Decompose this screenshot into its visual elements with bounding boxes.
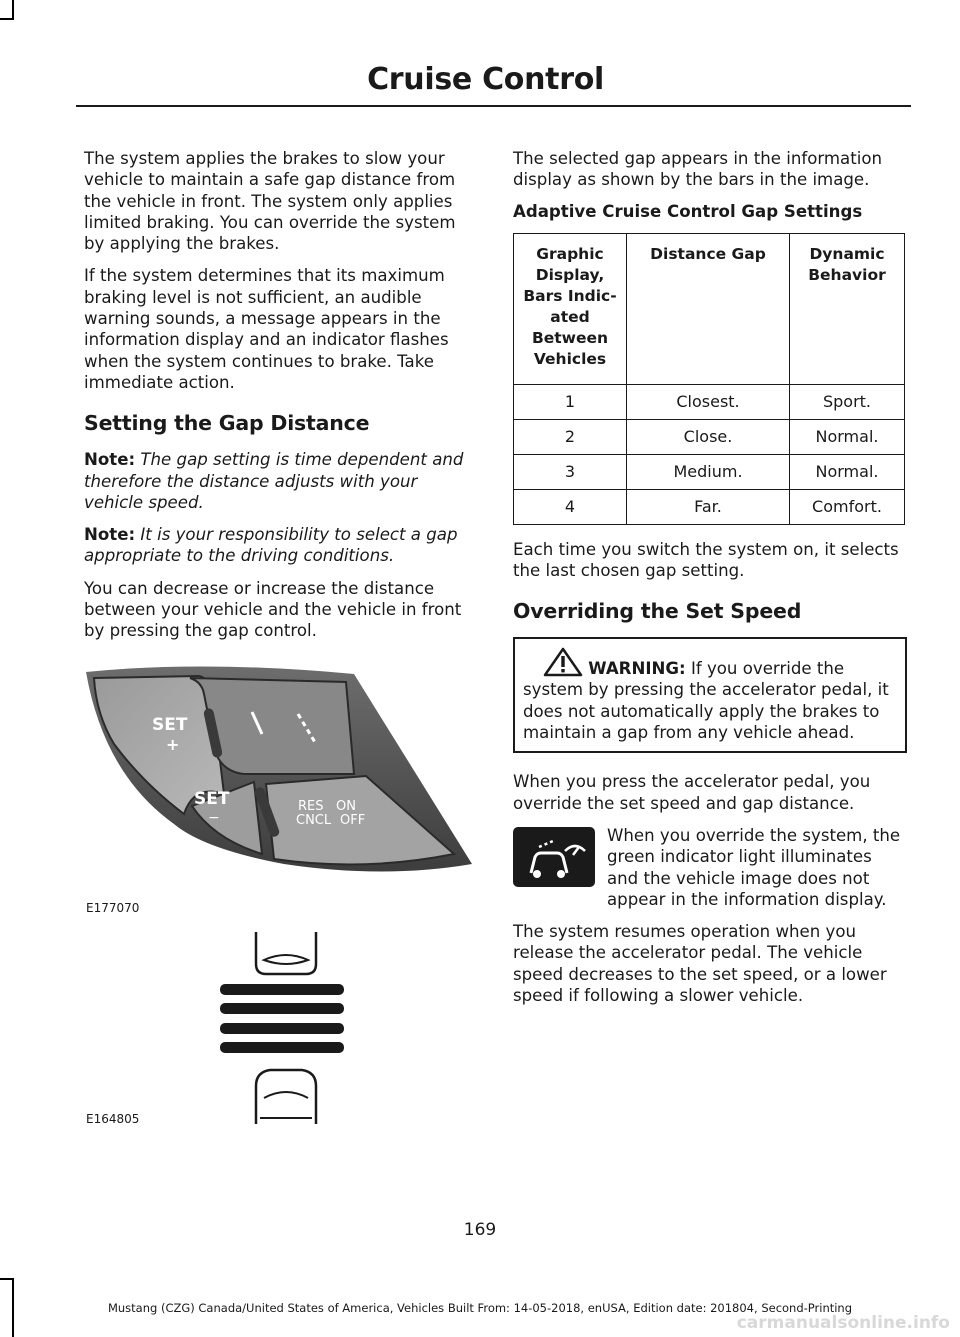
table-cell: Far. (627, 489, 790, 524)
table-title: Adaptive Cruise Control Gap Settings (513, 201, 863, 221)
cruise-override-indicator-icon (513, 827, 595, 887)
table-cell: 3 (514, 454, 627, 489)
warning-paragraph (523, 647, 897, 743)
table-cell: 1 (514, 384, 627, 419)
column-header: Distance Gap (627, 233, 790, 384)
table-cell: Sport. (790, 384, 905, 419)
table-cell: Close. (627, 419, 790, 454)
table-cell: Medium. (627, 454, 790, 489)
figure-id: E164805 (86, 1112, 140, 1126)
warning-text: If you override the system by pressing the accelerator pedal, it does not automatically apply the brakes to maintain a gap from any vehicle ahead. (523, 659, 889, 743)
switch-label-set-plus: SET (152, 715, 188, 735)
switch-label-set-minus: SET (194, 789, 230, 809)
table-row (514, 489, 905, 524)
gap-bars-illustration (218, 928, 348, 1124)
switch-label-on: ON (336, 799, 356, 814)
paragraph: Each time you switch the system on, it selects the last chosen gap setting. (513, 539, 899, 580)
edition-info: Mustang (CZG) Canada/United States of America, Vehicles Built From: 14-05-2018, enUSA, Edition date: 201804, Second-Printing (107, 1301, 853, 1315)
table-cell: Comfort. (790, 489, 905, 524)
warning-label: WARNING: (588, 659, 686, 679)
gap-settings-table (513, 233, 905, 525)
paragraph: When you override the system, the green indicator light illuminates and the vehicle image does not appear in the information display. (607, 825, 901, 909)
paragraph: You can decrease or increase the distance between your vehicle and the vehicle in front by pressing the gap control. (84, 578, 462, 641)
switch-label-off: OFF (340, 813, 366, 828)
switch-label-minus: − (208, 810, 220, 826)
page-title: Cruise Control (367, 62, 604, 97)
switch-label-cncl: CNCL (296, 813, 332, 828)
paragraph: The selected gap appears in the information display as shown by the bars in the image. (513, 149, 883, 190)
gap-bar (220, 1023, 344, 1034)
note-text: It is your responsibility to select a gap appropriate to the driving conditions. (84, 525, 458, 566)
watermark: carmanualsonline.info (736, 1313, 950, 1333)
paragraph: The system applies the brakes to slow your vehicle to maintain a safe gap distance from the vehicle in front. The system only applies limited braking. You can override the system by applying the brakes. (84, 149, 456, 254)
table-row (514, 454, 905, 489)
right-column (513, 148, 907, 1017)
paragraph: If the system determines that its maximum braking level is not sufficient, an audible warning sounds, a message appears in the information display and an indicator flashes when the system continues to brake. Take immediate action. (84, 266, 449, 392)
figure-id: E177070 (86, 901, 140, 915)
note-label: Note: (84, 450, 136, 470)
page-number: 169 (463, 1220, 497, 1240)
column-header: Dynamic Behavior (790, 233, 905, 384)
note-label: Note: (84, 525, 136, 545)
switch-label-plus: + (166, 735, 180, 754)
table-cell: Normal. (790, 454, 905, 489)
section-heading: Overriding the Set Speed (513, 599, 802, 624)
title-rule (76, 105, 911, 107)
note (84, 524, 478, 567)
column-header: Graphic Display, Bars Indic-ated Between Vehicles (514, 233, 627, 384)
left-column (84, 148, 478, 653)
table-cell: Normal. (790, 419, 905, 454)
note (84, 449, 478, 513)
paragraph: The system resumes operation when you release the accelerator pedal. The vehicle speed decreases to the set speed, or a lower speed if following a slower vehicle. (513, 922, 887, 1006)
note-text: The gap setting is time dependent and therefore the distance adjusts with your vehicle speed. (84, 450, 464, 512)
warning-triangle-icon (543, 647, 583, 677)
gap-bar (220, 1003, 344, 1014)
table-header-row (514, 233, 905, 384)
warning-box (513, 637, 907, 753)
table-row (514, 419, 905, 454)
indicator-paragraph (513, 825, 907, 910)
crop-mark-bottom-left-h (0, 1278, 14, 1280)
gap-control-switch-illustration (84, 664, 474, 899)
lead-vehicle-icon (256, 932, 316, 974)
gap-bar (220, 984, 344, 995)
table-row (514, 384, 905, 419)
section-heading: Setting the Gap Distance (84, 411, 370, 436)
gap-bar (220, 1042, 344, 1053)
crop-mark-top-left-h (0, 18, 14, 20)
table-cell: Closest. (627, 384, 790, 419)
crop-mark-top-left (12, 0, 14, 20)
table-cell: 4 (514, 489, 627, 524)
paragraph: When you press the accelerator pedal, you override the set speed and gap distance. (513, 772, 871, 813)
switch-label-res: RES (298, 799, 324, 814)
table-cell: 2 (514, 419, 627, 454)
